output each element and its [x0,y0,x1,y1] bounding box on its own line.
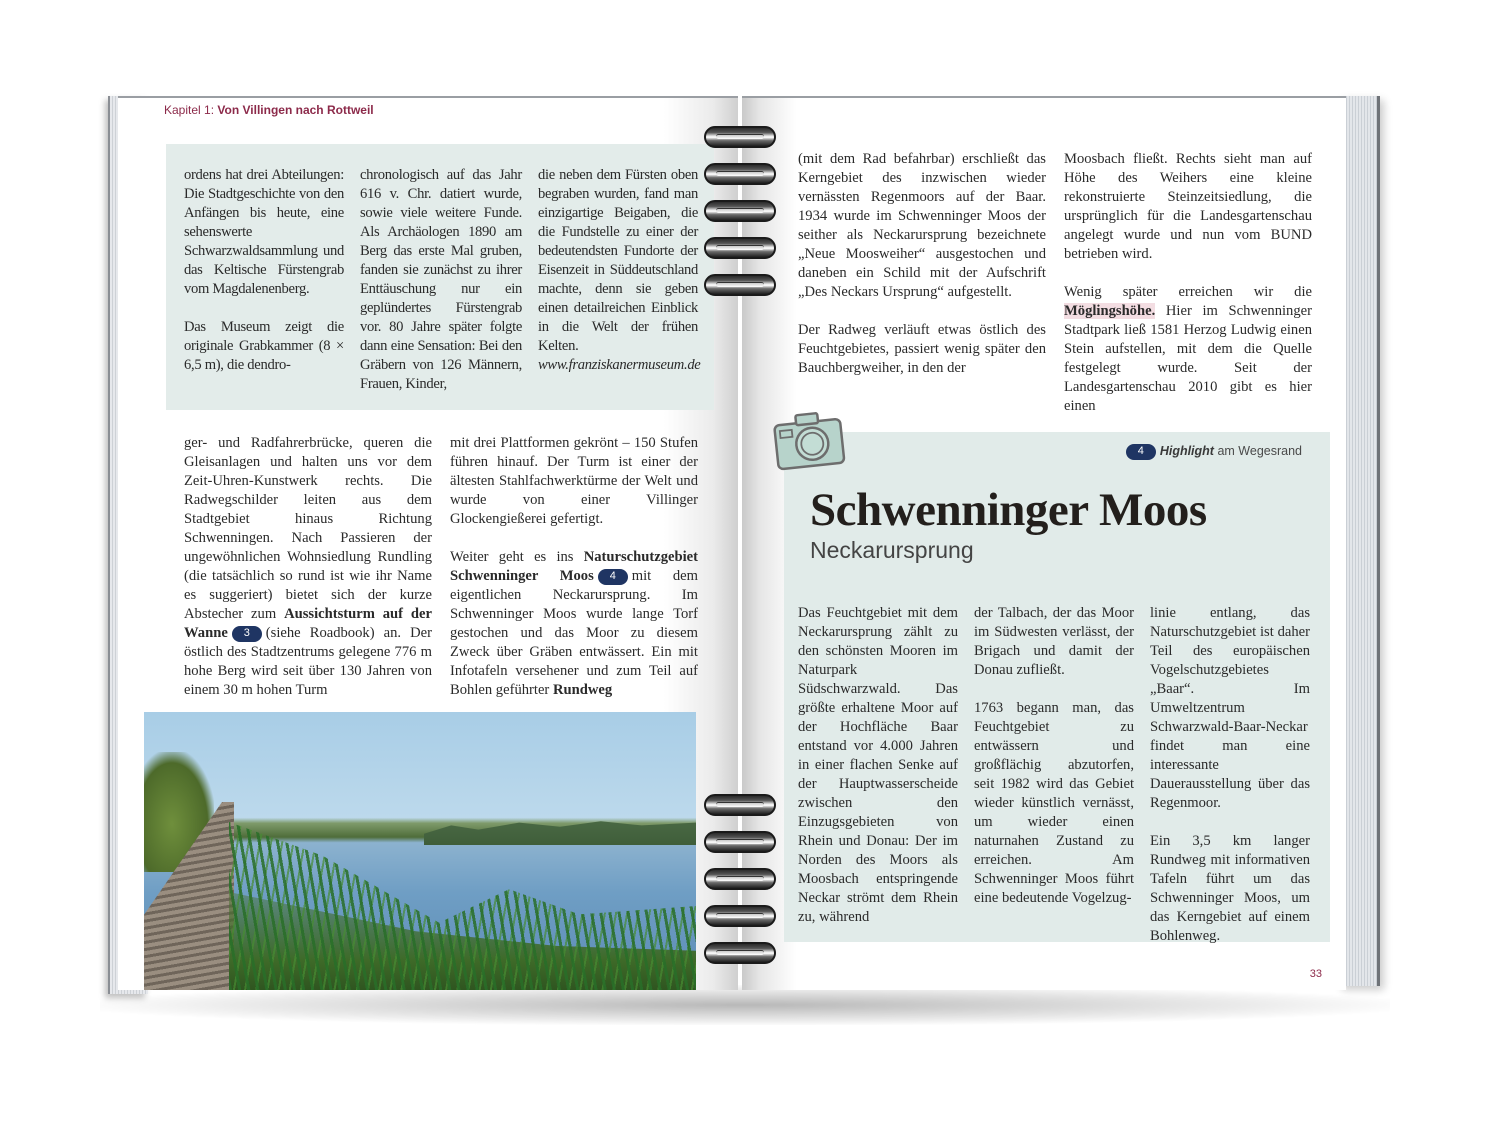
running-head [164,103,374,117]
highlight-column-3 [1150,604,1310,946]
moor-photo [144,712,696,990]
label-italic: Highlight [1159,444,1214,458]
paragraph: der Talbach, der das Moor im Südwesten verlässt, der Brigach und damit der Donau zufließt. [974,605,1134,678]
body-column-3 [798,150,1046,378]
waypoint-badge-3: 3 [232,626,262,642]
spiral-ring [704,126,776,148]
spiral-ring [704,237,776,259]
body-column-2 [450,434,698,700]
text: mit dem eigentlichen Neckarursprung. Im Schwenninger Moos wurde lange Torf gestochen und das Moor zu diesem Zweck über Gräben entwässert. Ein mit Infotafeln versehener und zum Teil auf Bohlen geführter [450,568,698,698]
info-column-3 [538,166,701,375]
paragraph: ordens hat drei Abteilungen: Die Stadtgeschichte von den Anfängen bis heute, eine sehenswerte Schwarzwaldsammlung und das Keltische Fürstengrab vom Magdalenenberg. [184,167,344,297]
chapter-title: Von Villingen nach Rottweil [217,103,374,117]
paragraph: Ein 3,5 km langer Rundweg mit informativen Tafeln führt um das Schwenninger Moos, um das Kerngebiet auf einem Bohlenweg. [1150,833,1310,944]
paragraph: Der Radweg verläuft etwas östlich des Feuchtgebietes, passiert wenig später den Bauchbergweiher, in den der [798,322,1046,376]
paragraph: Das Feuchtgebiet mit dem Neckarursprung zählt zu den schönsten Mooren im Naturpark Südschwarzwald. Das größte erhaltene Moor auf der Hochfläche Baar entstand vor 4.000 Jahren in einer flachen Senke auf der Hauptwasserscheide zwischen den Einzugsgebieten von Rhein und Donau: Der im Norden des Moors als Moosbach entspringende Neckar strömt dem Rhein zu, während [798,605,958,925]
text: ger- und Radfahrerbrücke, queren die Gleisanlagen und halten uns vor dem Zeit-Uhren-Kunstwerk rechts. Die Radwegschilder leiten aus dem Stadtgebiet hinaus Richtung Schwenningen. Nach Passieren der ungewöhnlichen Wohnsiedlung Rundling (die tatsächlich so rund ist wie ihr Name es suggeriert) bietet sich der kurze Abstecher zum [184,435,432,622]
text: Weiter geht es ins [450,549,584,565]
chapter-prefix: Kapitel 1: [164,103,215,117]
place-name: Naturschutzgebiet Schwenninger Moos [450,549,698,584]
book-shadow [100,985,1390,1025]
body-column-4 [1064,150,1312,416]
waypoint-badge-4: 4 [598,569,628,585]
highlighted-place: Möglingshöhe. [1064,303,1156,319]
paragraph: (mit dem Rad befahrbar) erschließt das Kerngebiet des inzwischen wieder vernässten Regenmoors auf der Baar. 1934 wurde im Schwenninger Moos der seither als Neckarursprung bezeichnete „Neue Moosweiher“ ausgestochen und daneben ein Schild mit der Aufschrift „Des Neckars Ursprung“ aufgestellt. [798,151,1046,300]
label-rest: am Wegesrand [1217,444,1302,458]
spiral-ring [704,905,776,927]
museum-info-box [166,144,714,410]
spiral-ring [704,163,776,185]
spiral-ring [704,274,776,296]
place-name: Rundweg [552,682,613,698]
spiral-ring [704,794,776,816]
text: (siehe Roadbook) an. Der östlich des Stadtzentrums gelegene 776 m hohe Berg wird seit über 130 Jahren von einem 30 m hohen Turm [184,625,432,698]
camera-icon [770,406,850,476]
spiral-ring [704,942,776,964]
paragraph: mit drei Plattformen gekrönt – 150 Stufen führen hinauf. Der Turm ist einer der ältesten Stahlfachwerktürme der Welt und wurde von einer Villinger Glockengießerei gefertigt. [450,435,698,527]
spiral-ring [704,831,776,853]
body-column-1 [184,434,432,700]
paragraph [450,548,698,700]
photo-forest [424,817,696,845]
paragraph: Moosbach fließt. Rechts sieht man auf Höhe des Weihers eine kleine rekonstruierte Steinzeitsiedlung, die ursprünglich für die Landesgartenschau angelegt wurde und nun vom BUND betrieben wird. [1064,151,1312,262]
highlight-label [1122,444,1302,460]
text: Hier im Schwenninger Stadtpark ließ 1581 Herzog Ludwig einen Stein aufstellen, mit dem die Quelle festgelegt wurde. Seit der Landesgartenschau 2010 gibt es hier einen [1064,303,1312,414]
paragraph: linie entlang, das Naturschutzgebiet ist daher Teil des europäischen Vogelschutzgebietes „Baar“. Im Umweltzentrum Schwarzwald-Baar-Neckar findet man eine interessante Dauerausstellung über das Regenmoor. [1150,605,1310,811]
waypoint-badge-4: 4 [1126,444,1156,460]
paragraph [184,434,432,700]
highlight-title: Schwenninger Moos [810,484,1207,536]
left-page [118,96,738,990]
museum-website-link[interactable]: www.franziskanermuseum.de [538,357,701,373]
place-name: Aussichtsturm auf der Wanne [184,606,432,641]
paragraph: die neben dem Fürsten oben begraben wurden, fand man einzigartige Beigaben, die die Fundstelle zu einer der bedeutendsten Fundorte der Eisenzeit in Süddeutschland machte, denn sie geben einen detailreichen Einblick in die Welt der frühen Kelten. [538,167,698,354]
info-column-1 [184,166,344,375]
spiral-ring [704,200,776,222]
right-page [742,96,1346,990]
highlight-column-1 [798,604,958,927]
highlight-subtitle: Neckarursprung [810,537,974,563]
paragraph: chronologisch auf das Jahr 616 v. Chr. datiert wurde, sowie viele weitere Funde. Als Archäologen 1890 am Berg das erste Mal gruben, fanden sie zunächst zu ihrer Enttäuschung nur ein geplündertes Fürstengrab vor. 80 Jahre später folgte dann eine Sensation: Bei den Gräbern von 126 Männern, Frauen, Kinder, [360,167,522,392]
text: Wenig später erreichen wir die [1064,284,1312,300]
photo-reeds [229,822,696,990]
highlight-box [784,432,1330,942]
page-number: 33 [1309,968,1322,980]
paragraph: Das Museum zeigt die originale Grabkammer (8 × 6,5 m), die dendro- [184,319,344,373]
highlight-column-2 [974,604,1134,908]
paragraph: 1763 begann man, das Feuchtgebiet zu entwässern und großflächig abzutorfen, seit 1982 wird das Gebiet wieder künstlich vernässt, um wieder einen naturnahen Zustand zu erreichen. Am Schwenninger Moos führt eine bedeutende Vogelzug- [974,700,1134,906]
info-column-2 [360,166,522,394]
paragraph [1064,283,1312,416]
spiral-ring [704,868,776,890]
